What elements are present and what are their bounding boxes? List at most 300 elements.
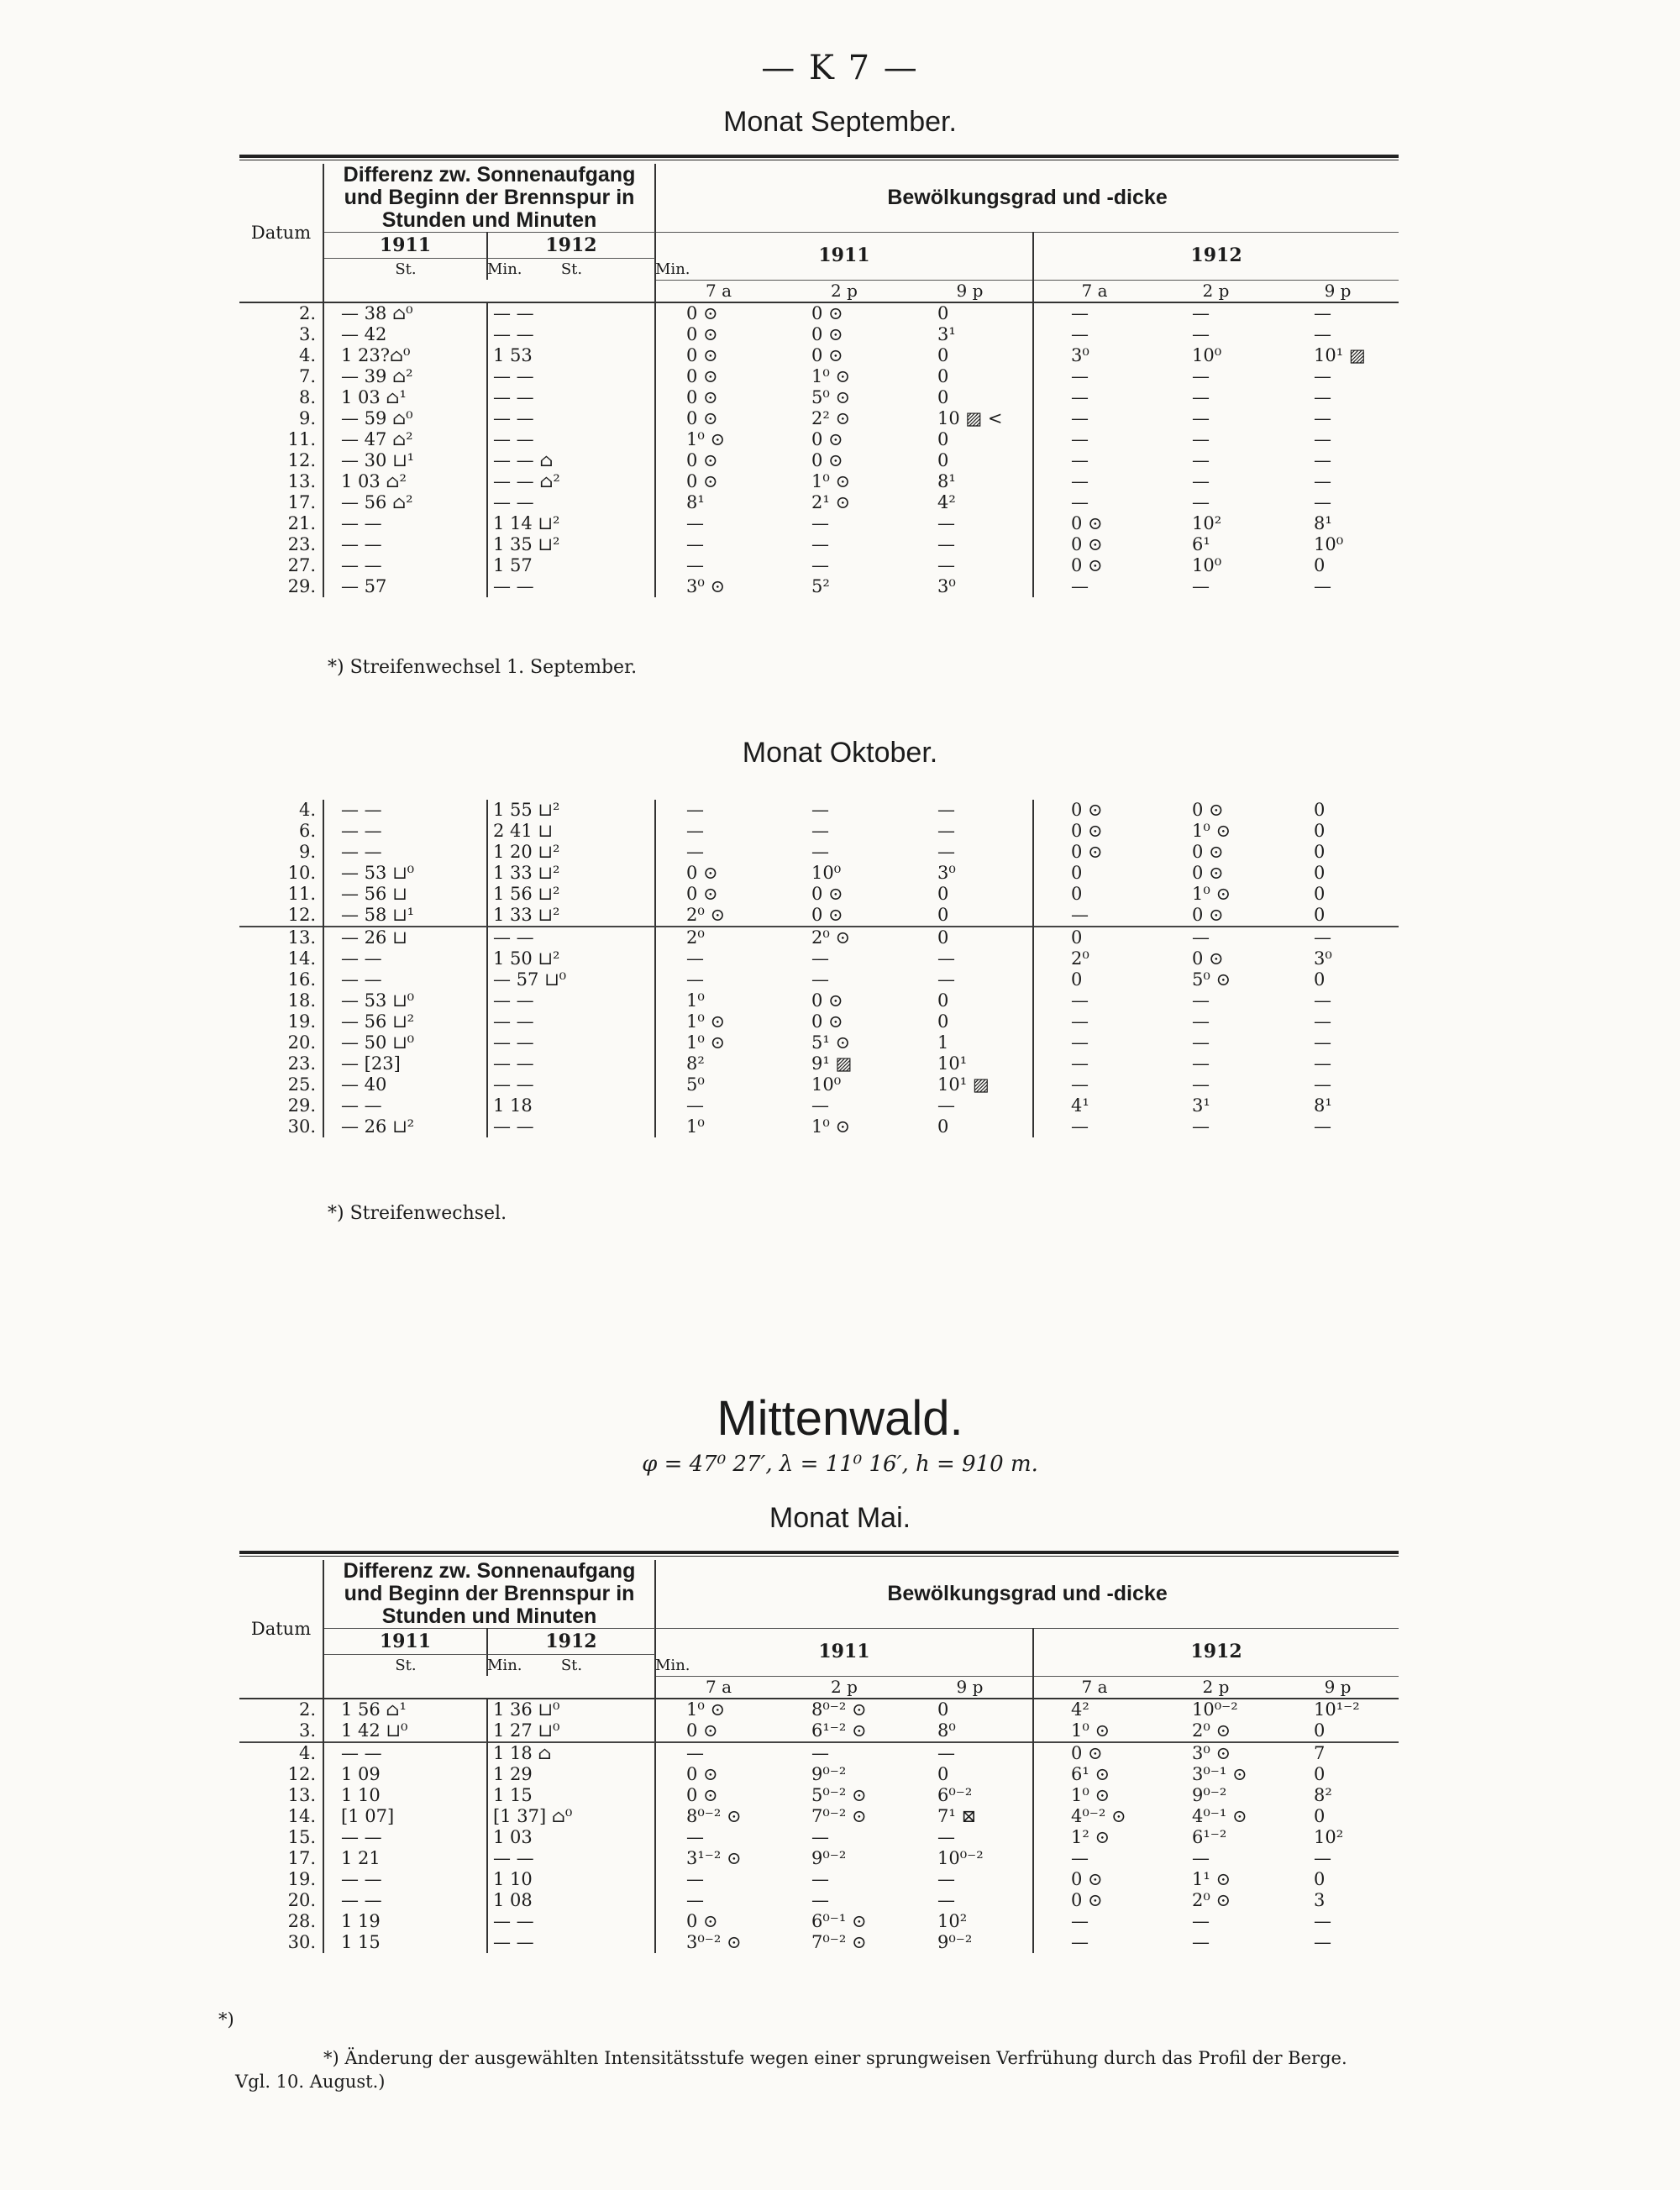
table-row — [239, 990, 1399, 1011]
diff-1912-cell: 1 10 — [493, 1869, 533, 1889]
diff-1911-cell: — — — [341, 513, 382, 533]
table-row — [239, 302, 1399, 324]
cloud-1911-9p: — — [907, 534, 1033, 555]
table-row — [239, 1764, 1399, 1785]
diff-1912-cell: 1 55 ⊔² — [493, 800, 560, 820]
cloud-1912-2p: 0 ⊙ — [1192, 863, 1224, 883]
cloud-1911-9p: 0 — [907, 884, 1033, 905]
station-title: Mittenwald. — [717, 1391, 963, 1446]
cloud-1911-7a: — — [686, 800, 704, 820]
cloud-1912-2p: — — [1192, 1932, 1210, 1952]
cloud-1912-2p: 4⁰⁻¹ ⊙ — [1192, 1806, 1247, 1826]
cloud-1912-2p: — — [1192, 1911, 1210, 1931]
cloud-1911-7a: 0 ⊙ — [686, 387, 718, 407]
cloud-1911-2p: 10⁰ — [811, 1074, 842, 1095]
diff-1912-cell: 1 03 — [493, 1827, 533, 1847]
cloud-1912-2p: 0 ⊙ — [1192, 842, 1224, 862]
cloud-1911-9p: — — [907, 969, 1033, 990]
cloud-1912-2p: 1⁰ ⊙ — [1192, 884, 1231, 904]
cloud-1912-7a: 0 ⊙ — [1071, 513, 1103, 533]
cloud-1911-2p: — — [811, 1869, 829, 1889]
cloud-1912-9p: — — [1314, 492, 1331, 512]
difference-header: Differenz zw. Sonnenaufgang und Beginn der Brennspur in Stunden und Minuten — [323, 164, 655, 233]
cloud-1911-2p: 9¹ ▨ — [811, 1053, 853, 1074]
cloud-1911-2p: 7⁰⁻² ⊙ — [811, 1932, 867, 1952]
cloud-1911-9p: 7¹ ⊠ — [907, 1806, 1033, 1827]
st-label: St. — [487, 1655, 655, 1677]
cloud-1912-9p: — — [1314, 450, 1331, 470]
date-cell: 17. — [239, 1848, 323, 1869]
mai-top-rule — [239, 1551, 1399, 1554]
diff-1912-cell: 1 27 ⊔⁰ — [493, 1720, 560, 1741]
diff-1911-cell: — — — [341, 534, 382, 554]
cloud-1911-2p: — — [811, 842, 829, 862]
diff-1911-cell: — 50 ⊔⁰ — [341, 1032, 415, 1053]
cloud-1912-7a: — — [1071, 408, 1089, 428]
cloud-1911-2p: — — [811, 948, 829, 969]
date-cell: 29. — [239, 1095, 323, 1116]
cloud-1911-2p: — — [811, 800, 829, 820]
cloud-1912-2p: — — [1192, 990, 1210, 1011]
date-cell: 30. — [239, 1932, 323, 1953]
cloud-1911-7a: 8⁰⁻² ⊙ — [686, 1806, 742, 1826]
date-cell: 6. — [239, 821, 323, 842]
cloud-1911-9p: — — [907, 1827, 1033, 1848]
cloud-1911-9p: 4² — [907, 492, 1033, 513]
date-cell: 13. — [239, 1785, 323, 1806]
cloud-year-1911: 1911 — [655, 1629, 1033, 1677]
cloud-1912-7a: 0 ⊙ — [1071, 1869, 1103, 1889]
cloud-1912-9p: 3⁰ — [1314, 948, 1332, 969]
diff-1912-cell: 1 33 ⊔² — [493, 863, 560, 883]
cloud-1911-7a: 3⁰⁻² ⊙ — [686, 1932, 742, 1952]
cloud-1911-2p: 0 ⊙ — [811, 429, 843, 449]
table-row — [239, 1890, 1399, 1911]
difference-header: Differenz zw. Sonnenaufgang und Beginn der Brennspur in Stunden und Minuten — [323, 1560, 655, 1629]
diff-1911-cell: — 47 ⌂² — [341, 429, 413, 449]
cloud-1911-2p: — — [781, 1742, 907, 1764]
time-7a: 7 a — [705, 1676, 732, 1697]
cloud-1912-2p: 1⁰ ⊙ — [1192, 821, 1231, 841]
cloud-1912-2p: 2⁰ ⊙ — [1192, 1890, 1231, 1910]
cloud-1912-7a: — — [1071, 429, 1089, 449]
cloud-1912-2p: — — [1192, 492, 1210, 512]
diff-1912-cell: [1 37] ⌂⁰ — [493, 1806, 573, 1826]
cloud-1912-7a: — — [1071, 492, 1089, 512]
table-row — [239, 492, 1399, 513]
cloud-1911-2p: 0 ⊙ — [811, 324, 843, 344]
cloud-1912-9p: — — [1314, 303, 1331, 323]
cloud-1911-9p: 0 — [907, 387, 1033, 408]
cloud-1911-9p: 3⁰ — [907, 863, 1033, 884]
cloud-1911-7a: — — [686, 1869, 704, 1889]
time-9p: 9 p — [907, 280, 1033, 302]
table-row — [239, 450, 1399, 471]
cloud-year-1911: 1911 — [655, 233, 1033, 281]
time-2p: 2 p — [1202, 1676, 1230, 1697]
date-cell: 23. — [239, 1053, 323, 1074]
date-cell: 29. — [239, 576, 323, 597]
diff-1912-cell: 1 56 ⊔² — [493, 884, 560, 904]
diff-1912-cell: — — — [493, 1032, 534, 1053]
cloud-1912-2p: — — [1192, 408, 1210, 428]
oktober-rows — [239, 800, 1399, 1137]
cloud-1911-7a: 3⁰ ⊙ — [686, 576, 726, 596]
cloud-1912-2p: 5⁰ ⊙ — [1192, 969, 1231, 990]
mai-table: Datum Differenz zw. Sonnenaufgang und Beginn der Brennspur in Stunden und Minuten Bewölkungsgrad und -dicke 1911 1912 1911 1912 St. Min. St. Min. 7 a 2 p 9 p 7 a 2 p 9 p 2. 1 56 ⌂¹ 1 36 ⊔⁰ 1⁰ ⊙ 8⁰⁻² ⊙ 0 4² 10⁰⁻² 10¹⁻² 3. 1 42 ⊔⁰ 1 27 ⊔⁰ 0 ⊙ 6¹⁻² ⊙ 8⁰ 1⁰ ⊙ 2⁰ ⊙ 0 4. — — 1 18 ⌂ — — — 0 ⊙ 3⁰ ⊙ 7 12. 1 09 1 29 0 ⊙ 9⁰⁻² 0 6¹ ⊙ 3⁰⁻¹ ⊙ 0 13. 1 10 1 15 0 ⊙ 5⁰⁻² ⊙ 6⁰⁻² 1⁰ ⊙ 9⁰⁻² 8² 14. [1 07] [1 37] ⌂⁰ 8⁰⁻² ⊙ 7⁰⁻² ⊙ 7¹ ⊠ 4⁰⁻² ⊙ 4⁰⁻¹ ⊙ 0 15. — — 1 03 — — — 1² ⊙ 6¹⁻² 10² 17. 1 21 — — 3¹⁻² ⊙ 9⁰⁻² 10⁰⁻² — — — 19. — — 1 10 — — — 0 ⊙ 1¹ ⊙ 0 20. — — 1 08 — — — 0 ⊙ 2⁰ ⊙ 3 28. 1 19 — — 0 ⊙ 6⁰⁻¹ ⊙ 10² — — — 30. 1 15 — — 3⁰⁻² ⊙ 7⁰⁻² ⊙ 9⁰⁻² — — — — [239, 1560, 1399, 1953]
cloud-1912-2p: — — [1192, 1116, 1210, 1137]
cloud-1911-7a: 0 ⊙ — [686, 884, 718, 904]
cloud-1911-2p: 5⁰⁻² ⊙ — [811, 1785, 867, 1805]
cloud-1911-9p: — — [907, 1095, 1033, 1116]
date-cell: 21. — [239, 513, 323, 534]
diff-1911-cell: — 42 — [341, 324, 387, 344]
diff-1911-cell: — — — [341, 821, 382, 841]
table-row — [239, 1032, 1399, 1053]
cloud-1912-2p: — — [1192, 1053, 1210, 1074]
date-cell: 4. — [239, 1742, 323, 1764]
diff-1912-cell: — — — [493, 1911, 534, 1931]
cloud-1912-9p: — — [1314, 471, 1331, 491]
cloud-1912-7a: — — [1071, 1011, 1089, 1032]
date-cell: 9. — [239, 408, 323, 429]
cloud-1911-9p: 8⁰ — [907, 1720, 1033, 1742]
cloud-1912-9p: — — [1277, 927, 1399, 948]
cloud-1912-7a: — — [1071, 1116, 1089, 1137]
date-cell: 13. — [239, 927, 323, 948]
diff-1911-cell: — — — [341, 1827, 382, 1847]
cloud-1911-2p: — — [811, 534, 829, 554]
table-row — [239, 1785, 1399, 1806]
st-label: St. — [323, 1655, 487, 1677]
time-7a: 7 a — [1081, 280, 1108, 301]
table-row — [239, 1720, 1399, 1742]
cloud-1911-2p: 9⁰⁻² — [811, 1764, 847, 1784]
cloud-1911-2p: — — [811, 1890, 829, 1910]
table-row — [239, 534, 1399, 555]
date-cell: 18. — [239, 990, 323, 1011]
cloud-1911-7a: 0 ⊙ — [686, 471, 718, 491]
cloud-1912-7a: — — [1071, 1053, 1089, 1074]
cloud-1912-7a: 2⁰ — [1071, 948, 1089, 969]
cloud-1912-7a: 1⁰ ⊙ — [1071, 1720, 1110, 1741]
table-row — [239, 927, 1399, 948]
cloud-1911-9p: 10 ▨ < — [907, 408, 1033, 429]
cloud-1912-2p: — — [1192, 324, 1210, 344]
cloud-1911-7a: — — [686, 1827, 704, 1847]
diff-1911-cell: — 56 ⊔ — [341, 884, 407, 904]
cloud-1912-9p: — — [1314, 1074, 1331, 1095]
cloud-1912-7a: — — [1071, 576, 1089, 596]
cloud-1911-2p: 2¹ ⊙ — [811, 492, 851, 512]
diff-1911-cell: — 53 ⊔⁰ — [341, 863, 415, 883]
cloud-1912-7a: 0 ⊙ — [1071, 800, 1103, 820]
diff-1912-cell: 1 53 — [493, 345, 533, 365]
cloud-1911-7a: — — [655, 1742, 781, 1764]
diff-1912-cell: 1 29 — [493, 1764, 533, 1784]
table-row — [239, 1806, 1399, 1827]
mai-footnote-line2: Vgl. 10. August.) — [235, 2072, 386, 2092]
diff-1911-cell: 1 09 — [341, 1764, 381, 1784]
date-cell: 28. — [239, 1911, 323, 1932]
cloud-1911-2p: 8⁰⁻² ⊙ — [811, 1699, 867, 1720]
date-cell: 19. — [239, 1011, 323, 1032]
cloud-1912-9p: 10⁰ — [1314, 534, 1344, 554]
diff-1912-cell: — — — [493, 408, 534, 428]
cloud-1911-7a: 0 ⊙ — [686, 345, 718, 365]
cloud-1912-2p: 10⁰⁻² — [1192, 1699, 1238, 1720]
cloud-1912-9p: — — [1314, 1116, 1331, 1137]
diff-1911-cell: — — — [341, 1890, 382, 1910]
diff-1911-cell: — — — [341, 969, 382, 990]
date-cell: 17. — [239, 492, 323, 513]
cloud-1911-7a: 5⁰ — [686, 1074, 705, 1095]
cloud-1912-9p: 0 — [1314, 1720, 1326, 1741]
cloud-1911-7a: 0 ⊙ — [686, 863, 718, 883]
cloud-1911-9p: — — [907, 1742, 1033, 1764]
cloud-1911-2p: 5⁰ ⊙ — [811, 387, 851, 407]
cloud-1911-7a: 0 ⊙ — [686, 1720, 718, 1741]
cloud-1911-7a: 0 ⊙ — [686, 450, 718, 470]
table-row — [239, 1053, 1399, 1074]
cloud-1911-7a: — — [686, 842, 704, 862]
cloud-1912-2p: 0 ⊙ — [1192, 905, 1224, 925]
diff-1912-cell: 1 35 ⊔² — [493, 534, 560, 554]
time-9p: 9 p — [907, 1676, 1033, 1699]
oktober-table — [239, 800, 1399, 1137]
cloud-1912-7a: 1² ⊙ — [1071, 1827, 1110, 1847]
cloud-1912-2p: 10⁰ — [1192, 345, 1222, 365]
cloud-1912-9p: — — [1314, 408, 1331, 428]
cloud-1911-9p: 0 — [907, 905, 1033, 927]
cloud-1912-2p: — — [1192, 429, 1210, 449]
cloud-1911-7a: 1⁰ — [686, 1116, 705, 1137]
mai-footnote-line1: *) Änderung der ausgewählten Intensitätsstufe wegen einer sprungweisen Verfrühung durch das Profil der Berge. — [323, 2048, 1347, 2068]
diff-1911-cell: — — — [341, 948, 382, 969]
diff-year-1911: 1911 — [323, 233, 487, 259]
cloud-1911-2p: 1⁰ ⊙ — [811, 471, 851, 491]
cloud-1911-7a: — — [686, 555, 704, 575]
cloud-1911-7a: 3¹⁻² ⊙ — [686, 1848, 742, 1868]
cloud-1912-9p: — — [1314, 1011, 1331, 1032]
cloud-1912-9p: — — [1314, 429, 1331, 449]
diff-1911-cell: — 58 ⊔¹ — [341, 905, 415, 925]
cloud-1912-9p: — — [1314, 1932, 1331, 1952]
time-2p: 2 p — [1202, 280, 1230, 301]
mai-title: Monat Mai. — [769, 1502, 911, 1534]
cloud-1911-7a: 0 ⊙ — [686, 303, 718, 323]
date-cell: 23. — [239, 534, 323, 555]
diff-1911-cell: — — — [341, 555, 382, 575]
table-row — [239, 800, 1399, 821]
diff-1911-cell: — [23] — [341, 1053, 401, 1074]
date-cell: 12. — [239, 450, 323, 471]
cloud-1912-7a: — — [1071, 324, 1089, 344]
cloud-1911-9p: 0 — [907, 366, 1033, 387]
cloud-1911-7a: — — [686, 948, 704, 969]
cloud-1911-2p: — — [811, 1827, 829, 1847]
date-cell: 2. — [239, 302, 323, 324]
date-cell: 12. — [239, 905, 323, 927]
table-row — [239, 1095, 1399, 1116]
diff-1912-cell: — — ⌂² — [493, 471, 560, 491]
cloud-1912-7a: 3⁰ — [1071, 345, 1089, 365]
st-label: St. — [323, 259, 487, 281]
diff-1912-cell: 1 36 ⊔⁰ — [493, 1699, 560, 1720]
cloud-1912-7a: — — [1071, 387, 1089, 407]
page-header: — K 7 — — [761, 49, 919, 87]
table-row — [239, 969, 1399, 990]
cloud-1912-2p: — — [1192, 387, 1210, 407]
cloud-1912-9p: 0 — [1314, 884, 1326, 904]
diff-1911-cell: 1 56 ⌂¹ — [341, 1699, 407, 1720]
table-row — [239, 429, 1399, 450]
diff-1912-cell: — — ⌂ — [493, 450, 554, 470]
cloud-1911-7a: — — [686, 513, 704, 533]
diff-1911-cell: — 38 ⌂⁰ — [341, 303, 413, 323]
cloud-1911-2p: — — [811, 1095, 829, 1116]
cloud-1912-7a: 0 — [1071, 884, 1083, 904]
cloud-1911-2p: 7⁰⁻² ⊙ — [811, 1806, 867, 1826]
cloud-1911-9p: — — [907, 513, 1033, 534]
cloud-1912-2p: 6¹ — [1192, 534, 1210, 554]
clouds-header: Bewölkungsgrad und -dicke — [655, 1560, 1399, 1629]
diff-1911-cell: — — — [341, 1869, 382, 1889]
diff-1911-cell: 1 21 — [341, 1848, 381, 1868]
diff-1911-cell: 1 03 ⌂¹ — [341, 387, 407, 407]
cloud-1911-7a: 1⁰ — [686, 990, 705, 1011]
diff-1912-cell: 1 15 — [493, 1785, 533, 1805]
cloud-1911-7a: 0 ⊙ — [686, 1785, 718, 1805]
cloud-1911-7a: 1⁰ ⊙ — [686, 429, 726, 449]
diff-1911-cell: — 56 ⊔² — [341, 1011, 415, 1032]
cloud-1911-9p: — — [907, 555, 1033, 576]
cloud-1912-9p: 7 — [1277, 1742, 1399, 1764]
time-7a: 7 a — [705, 280, 732, 301]
cloud-1912-7a: 0 ⊙ — [1071, 842, 1103, 862]
cloud-1912-7a: — — [1071, 450, 1089, 470]
diff-1912-cell: 1 18 — [493, 1095, 533, 1116]
diff-1911-cell: — — — [341, 1095, 382, 1116]
cloud-1912-7a: — — [1071, 990, 1089, 1011]
cloud-1912-7a: — — [1071, 1074, 1089, 1095]
diff-1912-cell: — — — [493, 576, 534, 596]
cloud-1911-2p: 10⁰ — [811, 863, 842, 883]
cloud-1912-9p: 0 — [1314, 1869, 1326, 1889]
table-row — [239, 1848, 1399, 1869]
cloud-1911-2p: 0 ⊙ — [811, 303, 843, 323]
cloud-1912-2p: 1¹ ⊙ — [1192, 1869, 1231, 1889]
table-row — [239, 324, 1399, 345]
cloud-1911-9p: 0 — [907, 927, 1033, 948]
cloud-1911-9p: 6⁰⁻² — [907, 1785, 1033, 1806]
cloud-1912-2p: — — [1192, 1032, 1210, 1053]
cloud-1911-9p: — — [907, 1869, 1033, 1890]
table-row — [239, 905, 1399, 927]
diff-1912-cell: — — — [493, 1053, 534, 1074]
date-cell: 25. — [239, 1074, 323, 1095]
cloud-1912-9p: — — [1314, 387, 1331, 407]
date-cell: 14. — [239, 1806, 323, 1827]
cloud-1912-9p: 0 — [1314, 842, 1326, 862]
date-cell: 30. — [239, 1116, 323, 1137]
date-cell: 27. — [239, 555, 323, 576]
table-row — [239, 1932, 1399, 1953]
cloud-1911-9p: — — [907, 1890, 1033, 1911]
diff-1912-cell: 1 50 ⊔² — [493, 948, 560, 969]
cloud-1911-7a: — — [686, 534, 704, 554]
table-row — [239, 471, 1399, 492]
cloud-1911-2p: 6¹⁻² ⊙ — [811, 1720, 867, 1741]
cloud-1912-2p: 10⁰ — [1192, 555, 1222, 575]
diff-1911-cell: [1 07] — [341, 1806, 395, 1826]
cloud-1911-2p: 0 ⊙ — [811, 1011, 843, 1032]
diff-1911-cell: — — — [341, 842, 382, 862]
table-row — [239, 1116, 1399, 1137]
cloud-1912-2p: — — [1192, 1074, 1210, 1095]
cloud-1912-9p: 10² — [1314, 1827, 1344, 1847]
cloud-1911-2p: — — [811, 969, 829, 990]
cloud-1911-2p: 5¹ ⊙ — [811, 1032, 851, 1053]
cloud-1912-2p: — — [1192, 366, 1210, 386]
cloud-1911-9p: 0 — [907, 345, 1033, 366]
cloud-1911-9p: 10⁰⁻² — [907, 1848, 1033, 1869]
datum-header: Datum — [239, 1560, 323, 1699]
table-row — [239, 821, 1399, 842]
table-row — [239, 863, 1399, 884]
mai-top-rule-thin — [239, 1556, 1399, 1557]
cloud-1912-2p: 9⁰⁻² — [1192, 1785, 1227, 1805]
station-coordinates: φ = 47⁰ 27′, λ = 11⁰ 16′, h = 910 m. — [642, 1452, 1038, 1477]
cloud-1912-2p: 0 ⊙ — [1192, 800, 1224, 820]
table-row — [239, 1074, 1399, 1095]
cloud-1912-9p: 10¹⁻² — [1314, 1699, 1360, 1720]
cloud-1911-7a: 8² — [686, 1053, 705, 1074]
diff-1911-cell: 1 15 — [341, 1932, 381, 1952]
cloud-1912-2p: 10² — [1192, 513, 1222, 533]
cloud-1912-7a: 0 ⊙ — [1071, 534, 1103, 554]
diff-1911-cell: — 39 ⌂² — [341, 366, 413, 386]
table-row — [239, 513, 1399, 534]
cloud-1911-7a: 0 ⊙ — [686, 366, 718, 386]
diff-1911-cell: — 26 ⊔² — [341, 1116, 415, 1137]
date-cell: 7. — [239, 366, 323, 387]
date-cell: 13. — [239, 471, 323, 492]
cloud-1912-9p: — — [1314, 576, 1331, 596]
cloud-1912-7a: — — [1071, 905, 1089, 925]
cloud-1911-9p: 0 — [907, 1764, 1033, 1785]
cloud-1912-9p: 0 — [1314, 1764, 1326, 1784]
cloud-1911-7a: 0 ⊙ — [686, 408, 718, 428]
cloud-1912-2p: 0 ⊙ — [1192, 948, 1224, 969]
cloud-1911-2p: 0 ⊙ — [811, 884, 843, 904]
diff-1911-cell: — 59 ⌂⁰ — [341, 408, 413, 428]
diff-1912-cell: — — — [493, 324, 534, 344]
diff-1912-cell: 2 41 ⊔ — [493, 821, 554, 841]
cloud-1911-7a: — — [686, 969, 704, 990]
diff-1912-cell: — — — [493, 1848, 534, 1868]
diff-1912-cell: — — — [493, 1932, 534, 1952]
oktober-footnote: *) Streifenwechsel. — [328, 1203, 507, 1224]
cloud-1912-7a: 4² — [1071, 1699, 1089, 1720]
table-row — [239, 576, 1399, 597]
cloud-1912-7a: 1⁰ ⊙ — [1071, 1785, 1110, 1805]
cloud-1912-2p: 3¹ — [1192, 1095, 1210, 1116]
cloud-1911-7a: — — [686, 821, 704, 841]
cloud-1911-2p: — — [811, 821, 829, 841]
diff-1911-cell: 1 19 — [341, 1911, 381, 1931]
cloud-1912-9p: 10¹ ▨ — [1314, 345, 1366, 365]
